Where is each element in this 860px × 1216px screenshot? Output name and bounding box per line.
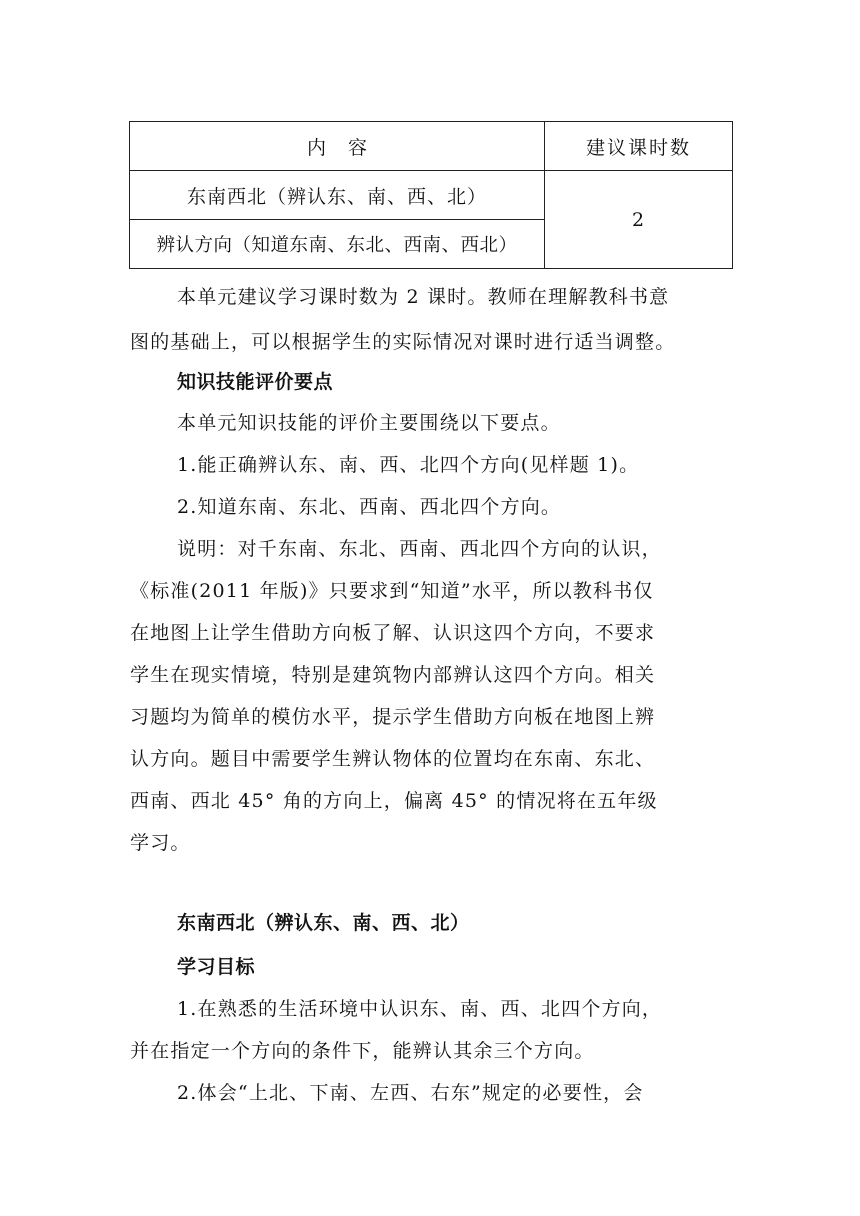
table-header-hours: 建议课时数 [544,122,732,171]
note-line: 学生在现实情境，特别是建筑物内部辨认这四个方向。相关 [130,664,656,686]
paragraph-line: 本单元知识技能的评价主要围绕以下要点。 [177,412,561,434]
table-cell-content: 东南西北（辨认东、南、西、北） [130,171,545,220]
intro-line: 本单元建议学习课时数为 2 课时。教师在理解教科书意 [177,286,670,308]
table-header-content: 内容 [130,122,545,171]
table-cell-content: 辨认方向（知道东南、东北、西南、西北） [130,220,545,269]
intro-line: 图的基础上，可以根据学生的实际情况对课时进行适当调整。 [130,331,676,353]
objectives-heading: 学习目标 [177,956,256,978]
section-heading: 知识技能评价要点 [177,371,334,393]
objective-line: 2.体会“上北、下南、左西、右东”规定的必要性，会 [177,1082,644,1104]
note-line: 认方向。题目中需要学生辨认物体的位置均在东南、东北、 [130,748,656,770]
table-row [130,171,733,220]
note-line: 说明：对千东南、东北、西南、西北四个方向的认识， [177,538,662,560]
note-line: 在地图上让学生借助方向板了解、认识这四个方向，不要求 [130,622,656,644]
note-line: 习题均为简单的模仿水平，提示学生借助方向板在地图上辨 [130,706,656,728]
table-header-row [130,122,733,171]
list-item: 1.能正确辨认东、南、西、北四个方向(见样题 1)。 [177,454,640,476]
objective-line: 1.在熟悉的生活环境中认识东、南、西、北四个方向， [177,998,663,1020]
list-item: 2.知道东南、东北、西南、西北四个方向。 [177,496,562,518]
note-line: 《标准(2011 年版)》只要求到“知道”水平，所以教科书仅 [130,580,654,602]
table-cell-hours: 2 [544,171,732,269]
lesson-title: 东南西北（辨认东、南、西、北） [177,912,470,934]
note-line: 西南、西北 45° 角的方向上，偏离 45° 的情况将在五年级 [130,790,658,812]
objective-line: 并在指定一个方向的条件下，能辨认其余三个方向。 [130,1040,595,1062]
lesson-hours-table [129,121,733,269]
note-line: 学习。 [130,832,191,854]
